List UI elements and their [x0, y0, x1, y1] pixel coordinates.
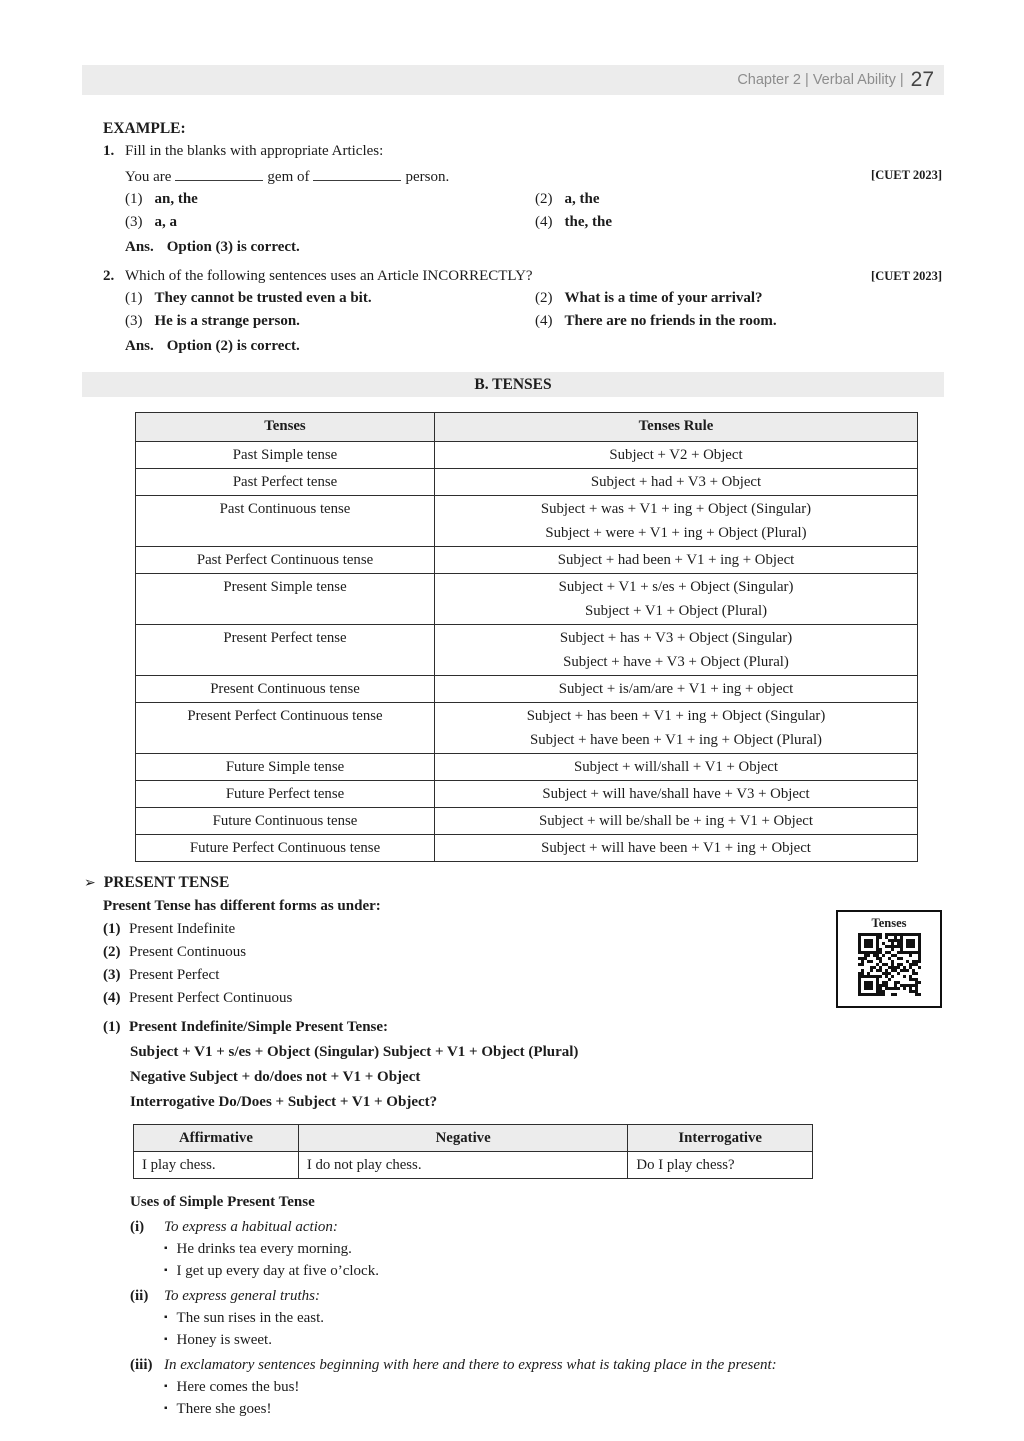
answer-label: Ans.	[125, 338, 154, 354]
rule-line: Subject + had + V3 + Object	[590, 474, 762, 490]
column-header: Interrogative	[628, 1125, 813, 1152]
blank-underline	[313, 167, 401, 181]
breadcrumb: Chapter 2 | Verbal Ability |	[737, 72, 904, 88]
qr-code-box	[836, 910, 942, 1008]
affirmative-example: I play chess.	[134, 1152, 299, 1179]
option-2	[535, 191, 944, 208]
question-1-answer	[125, 239, 944, 256]
rule-line: Subject + V1 + s/es + Object (Singular)	[558, 579, 794, 595]
simple-present-heading	[103, 1019, 944, 1036]
option-3	[125, 313, 535, 330]
fill-in-blank-line	[125, 167, 944, 186]
example-sentence	[164, 1379, 944, 1396]
square-bullet-icon: ▪	[164, 1312, 168, 1323]
tense-name: Future Perfect tense	[136, 781, 435, 808]
page-number: 27	[910, 68, 934, 91]
example-sentence	[164, 1263, 944, 1280]
table-row	[136, 754, 918, 781]
column-header: Negative	[298, 1125, 628, 1152]
option-4	[535, 214, 944, 231]
table-header-row	[134, 1125, 813, 1152]
question-text: Fill in the blanks with appropriate Articles:	[125, 143, 384, 159]
tense-name: Future Continuous tense	[136, 808, 435, 835]
option-number: (1)	[125, 290, 143, 306]
rule-line: Subject + is/am/are + V1 + ing + object	[558, 681, 794, 697]
present-tense-heading	[84, 874, 944, 892]
formula-line: Negative Subject + do/does not + V1 + Object	[130, 1069, 421, 1085]
option-number: (1)	[125, 191, 143, 207]
item-number: (4)	[103, 990, 121, 1006]
option-text: He is a strange person.	[154, 313, 300, 329]
column-header: Affirmative	[134, 1125, 299, 1152]
rule-line: Subject + has + V3 + Object (Singular)	[559, 630, 793, 646]
tense-name: Past Perfect tense	[136, 469, 435, 496]
rule-line: Subject + will have been + V1 + ing + Object	[541, 840, 811, 856]
rule-line: Subject + will/shall + V1 + Object	[574, 759, 778, 775]
heading-text: Present Indefinite/Simple Present Tense:	[129, 1019, 389, 1035]
item-text: In exclamatory sentences beginning with here and there to express what is taking place in the present:	[164, 1357, 777, 1373]
example-sentence	[164, 1241, 944, 1258]
option-3	[125, 214, 535, 231]
option-4	[535, 313, 944, 330]
table-row	[136, 574, 918, 625]
use-item-i	[130, 1219, 944, 1236]
arrow-head-icon: ➢	[84, 876, 96, 891]
tense-rule	[435, 754, 918, 781]
square-bullet-icon: ▪	[164, 1265, 168, 1276]
rule-line: Subject + were + V1 + ing + Object (Plural)	[545, 525, 807, 541]
tense-name: Future Perfect Continuous tense	[136, 835, 435, 862]
item-number: (1)	[103, 921, 121, 937]
square-bullet-icon: ▪	[164, 1381, 168, 1392]
heading-text: PRESENT TENSE	[103, 874, 230, 891]
answer-text: Option (2) is correct.	[166, 338, 300, 354]
sentence-text: There she goes!	[176, 1401, 272, 1417]
question-2-answer	[125, 338, 944, 355]
option-text: There are no friends in the room.	[564, 313, 777, 329]
table-row	[136, 703, 918, 754]
option-number: (4)	[535, 214, 553, 230]
example-sentence	[164, 1332, 944, 1349]
item-text: To express a habitual action:	[164, 1219, 338, 1235]
page-content	[84, 120, 944, 1418]
table-row	[136, 469, 918, 496]
tense-rule	[435, 469, 918, 496]
option-text: a, the	[564, 191, 600, 207]
question-2-options	[125, 290, 944, 330]
tense-rule	[435, 574, 918, 625]
option-text: a, a	[154, 214, 177, 230]
item-text: Present Indefinite	[129, 921, 236, 937]
table-row	[136, 835, 918, 862]
question-2	[103, 268, 944, 285]
qr-code-label: Tenses	[871, 916, 907, 930]
tense-rule	[435, 703, 918, 754]
example-sentence	[164, 1310, 944, 1327]
item-text: Present Perfect	[129, 967, 220, 983]
tense-rule	[435, 676, 918, 703]
tense-name: Present Perfect Continuous tense	[136, 703, 435, 754]
item-number: (2)	[103, 944, 121, 960]
example-heading: EXAMPLE:	[103, 120, 186, 137]
rule-line: Subject + V1 + Object (Plural)	[584, 603, 768, 619]
tense-rule	[435, 808, 918, 835]
tense-name: Future Simple tense	[136, 754, 435, 781]
item-number: (iii)	[130, 1357, 153, 1373]
option-text: an, the	[154, 191, 198, 207]
negative-example: I do not play chess.	[298, 1152, 628, 1179]
interrogative-example: Do I play chess?	[628, 1152, 813, 1179]
option-text: the, the	[564, 214, 612, 230]
formula-line: Interrogative Do/Does + Subject + V1 + Object?	[130, 1094, 438, 1110]
item-number: (i)	[130, 1219, 145, 1235]
blank-underline	[175, 167, 263, 181]
item-text: To express general truths:	[164, 1288, 320, 1304]
square-bullet-icon: ▪	[164, 1243, 168, 1254]
section-b-heading: B. TENSES	[82, 372, 944, 397]
tense-name: Present Simple tense	[136, 574, 435, 625]
uses-heading: Uses of Simple Present Tense	[130, 1194, 315, 1210]
use-item-ii	[130, 1288, 944, 1305]
tense-name: Present Perfect tense	[136, 625, 435, 676]
rule-line: Subject + have been + V1 + ing + Object (Plural)	[530, 732, 822, 748]
square-bullet-icon: ▪	[164, 1403, 168, 1414]
question-1	[103, 143, 944, 160]
fill-post-text: person.	[405, 169, 450, 185]
option-text: They cannot be trusted even a bit.	[154, 290, 372, 306]
present-tense-intro: Present Tense has different forms as under:	[103, 898, 381, 914]
tense-form-item	[103, 967, 944, 984]
table-header-row	[136, 413, 918, 442]
tense-rule	[435, 835, 918, 862]
table-row	[136, 625, 918, 676]
question-text: Which of the following sentences uses an Article INCORRECTLY?	[125, 268, 533, 284]
cuet-year-tag: [CUET 2023]	[871, 168, 942, 182]
table-row	[136, 496, 918, 547]
table-row	[136, 781, 918, 808]
tense-rule	[435, 496, 918, 547]
tense-name: Past Perfect Continuous tense	[136, 547, 435, 574]
question-number: 2.	[103, 268, 115, 284]
tenses-rules-table	[135, 412, 918, 862]
column-header: Tenses Rule	[435, 413, 918, 442]
answer-text: Option (3) is correct.	[166, 239, 300, 255]
table-row	[136, 808, 918, 835]
item-text: Present Continuous	[129, 944, 247, 960]
rule-line: Subject + will be/shall be + ing + V1 + Object	[539, 813, 813, 829]
tense-name: Present Continuous tense	[136, 676, 435, 703]
option-number: (2)	[535, 191, 553, 207]
tense-form-item	[103, 944, 944, 961]
table-row	[136, 442, 918, 469]
square-bullet-icon: ▪	[164, 1334, 168, 1345]
tense-rule	[435, 442, 918, 469]
rule-line: Subject + had been + V1 + ing + Object	[557, 552, 795, 568]
tense-name: Past Simple tense	[136, 442, 435, 469]
item-number: (3)	[103, 967, 121, 983]
option-number: (3)	[125, 214, 143, 230]
option-1	[125, 290, 535, 307]
option-text: What is a time of your arrival?	[564, 290, 763, 306]
column-header: Tenses	[136, 413, 435, 442]
rule-line: Subject + have + V3 + Object (Plural)	[563, 654, 789, 670]
answer-label: Ans.	[125, 239, 154, 255]
option-number: (4)	[535, 313, 553, 329]
tense-form-item	[103, 921, 944, 938]
example-sentence	[164, 1401, 944, 1418]
item-number: (ii)	[130, 1288, 149, 1304]
rule-line: Subject + V2 + Object	[609, 447, 743, 463]
tense-form-item	[103, 990, 944, 1007]
sentence-forms-table	[133, 1124, 813, 1179]
table-row	[136, 676, 918, 703]
sentence-text: The sun rises in the east.	[176, 1310, 325, 1326]
tense-rule	[435, 781, 918, 808]
question-number: 1.	[103, 143, 115, 159]
sentence-text: Here comes the bus!	[176, 1379, 300, 1395]
page-header-band	[82, 65, 944, 95]
fill-pre-text: You are	[125, 169, 172, 185]
option-2	[535, 290, 944, 307]
tense-name: Past Continuous tense	[136, 496, 435, 547]
tense-rule	[435, 547, 918, 574]
rule-line: Subject + has been + V1 + ing + Object (Singular)	[526, 708, 826, 724]
formula-line: Subject + V1 + s/es + Object (Singular) Subject + V1 + Object (Plural)	[130, 1044, 579, 1060]
use-item-iii	[130, 1357, 944, 1374]
table-row	[136, 547, 918, 574]
sentence-text: He drinks tea every morning.	[176, 1241, 352, 1257]
sentence-text: Honey is sweet.	[176, 1332, 272, 1348]
qr-code	[858, 933, 921, 996]
rule-line: Subject + was + V1 + ing + Object (Singular)	[540, 501, 812, 517]
question-1-options	[125, 191, 944, 231]
sentence-text: I get up every day at five o’clock.	[176, 1263, 379, 1279]
item-text: Present Perfect Continuous	[129, 990, 293, 1006]
item-number: (1)	[103, 1019, 121, 1035]
option-number: (3)	[125, 313, 143, 329]
fill-mid-text: gem of	[267, 169, 310, 185]
rule-line: Subject + will have/shall have + V3 + Object	[542, 786, 810, 802]
tense-rule	[435, 625, 918, 676]
cuet-year-tag: [CUET 2023]	[871, 269, 942, 283]
table-row	[134, 1152, 813, 1179]
option-1	[125, 191, 535, 208]
option-number: (2)	[535, 290, 553, 306]
